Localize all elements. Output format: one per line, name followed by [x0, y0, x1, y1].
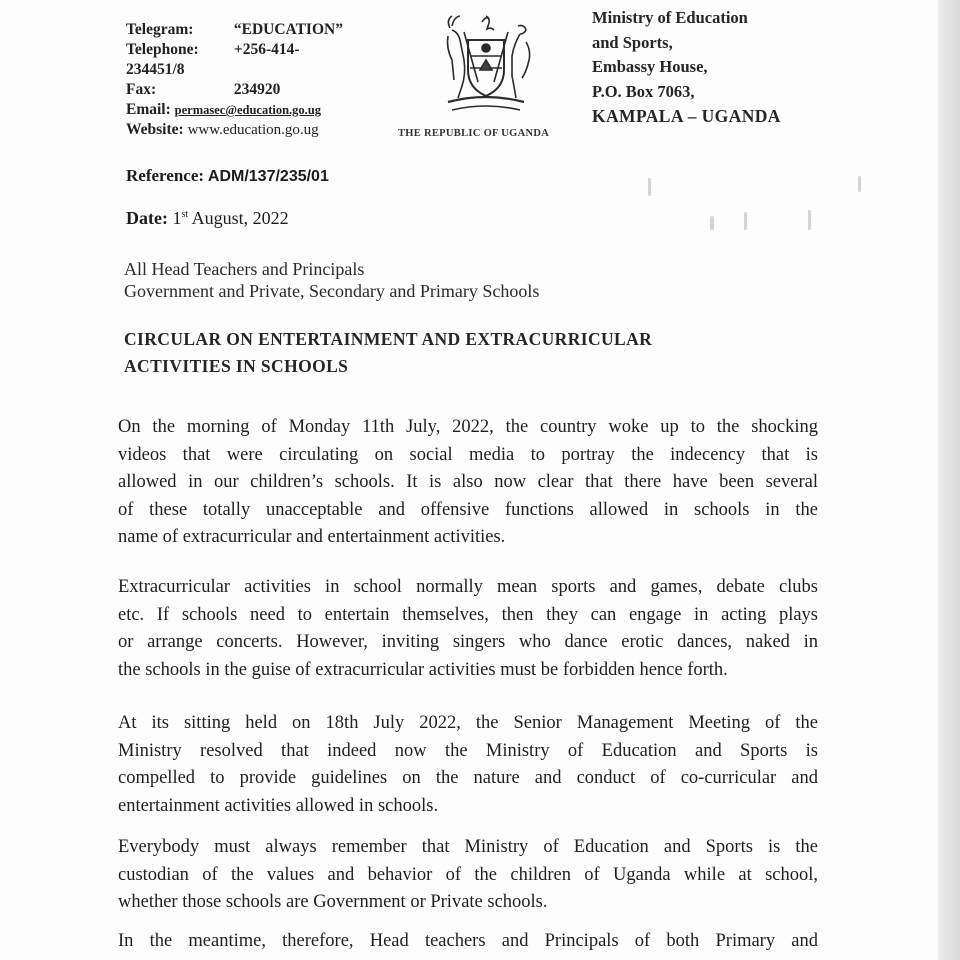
reference-line — [126, 166, 329, 186]
subject-line: CIRCULAR ON ENTERTAINMENT AND EXTRACURRICULAR — [124, 329, 653, 349]
ministry-address — [592, 6, 852, 129]
reference-value: ADM/137/235/01 — [207, 168, 329, 185]
address-line-5: KAMPALA – UGANDA — [592, 106, 781, 126]
circular-subject — [124, 326, 844, 380]
date-label: Date: — [126, 208, 168, 228]
date-line — [126, 208, 289, 229]
address-line-4: P.O. Box 7063, — [592, 81, 695, 101]
website-link[interactable]: www.education.go.ug — [187, 122, 319, 138]
coat-of-arms-icon — [430, 12, 542, 120]
paragraph-line: name of extracurricular and entertainment activities. — [118, 527, 506, 548]
fax-value: 234920 — [233, 81, 281, 98]
paragraph-line: or arrange concerts. However, inviting singers who dance erotic dances, naked in — [118, 632, 818, 653]
telegram-value: “EDUCATION” — [233, 21, 343, 38]
paragraph-line: Everybody must always remember that Ministry of Education and Sports is the — [118, 837, 818, 857]
address-line-1: Ministry of Education — [592, 8, 748, 27]
date-suffix: st — [181, 209, 189, 220]
paragraph-line: the schools in the guise of extracurricular activities must be forbidden hence forth. — [118, 659, 728, 680]
paragraph-line: entertainment activities allowed in schools. — [118, 795, 439, 816]
date-day: 1 — [172, 208, 182, 228]
paragraph-line: etc. If schools need to entertain themselves, then they can engage in acting plays — [118, 604, 818, 625]
telephone-row-cont — [126, 60, 396, 80]
page-edge-shadow — [938, 0, 960, 960]
recipient-line: All Head Teachers and Principals — [124, 259, 365, 279]
fax-label: Fax: — [126, 81, 157, 98]
paragraph-2 — [118, 574, 818, 684]
website-label: Website: — [126, 121, 184, 138]
paragraph-line: Ministry resolved that indeed now the Ministry of Education and Sports is — [118, 740, 818, 761]
telephone-value: +256-414- — [233, 41, 300, 58]
telephone-value-cont: 234451/8 — [126, 61, 185, 78]
subject-line: ACTIVITIES IN SCHOOLS — [124, 356, 349, 376]
website-row — [126, 120, 396, 140]
paragraph-line: Extracurricular activities in school normally mean sports and games, debate clubs — [118, 577, 818, 597]
address-line-3: Embassy House, — [592, 57, 708, 76]
telegram-label: Telegram: — [126, 21, 194, 38]
date-rest: August, 2022 — [188, 208, 289, 228]
contact-block — [126, 20, 396, 140]
paragraph-4 — [118, 834, 818, 917]
paragraph-1 — [118, 414, 818, 552]
redaction-smudge — [648, 172, 868, 242]
paragraph-3 — [118, 710, 818, 820]
paragraph-line: custodian of the values and behavior of the children of Uganda while at school, — [118, 864, 818, 885]
paragraph-5 — [118, 928, 818, 956]
telephone-row — [126, 40, 396, 60]
paragraph-line: whether those schools are Government or Private schools. — [118, 892, 548, 913]
reference-label: Reference: — [126, 166, 205, 185]
email-label: Email: — [126, 101, 171, 118]
paragraph-line: At its sitting held on 18th July 2022, the Senior Management Meeting of the — [118, 713, 818, 733]
recipient-line: Government and Private, Secondary and Primary Schools — [124, 281, 540, 301]
republic-caption: THE REPUBLIC OF UGANDA — [398, 128, 550, 139]
paragraph-line: In the meantime, therefore, Head teachers and Principals of both Primary and — [118, 931, 818, 951]
paragraph-line: On the morning of Monday 11th July, 2022, the country woke up to the shocking — [118, 417, 818, 437]
paragraph-line: of these totally unacceptable and offensive functions allowed in schools in the — [118, 499, 818, 520]
fax-row — [126, 80, 396, 100]
telephone-label: Telephone: — [126, 41, 199, 58]
paragraph-line: compelled to provide guidelines on the nature and conduct of co-curricular and — [118, 768, 818, 789]
email-row — [126, 100, 396, 120]
telegram-row — [126, 20, 396, 40]
email-link[interactable]: permasec@education.go.ug — [174, 103, 321, 117]
paragraph-line: allowed in our children’s schools. It is also now clear that there have been several — [118, 472, 818, 493]
paragraph-line: videos that were circulating on social media to portray the indecency that is — [118, 444, 818, 465]
recipients-block — [124, 258, 539, 302]
address-line-2: and Sports, — [592, 32, 673, 52]
